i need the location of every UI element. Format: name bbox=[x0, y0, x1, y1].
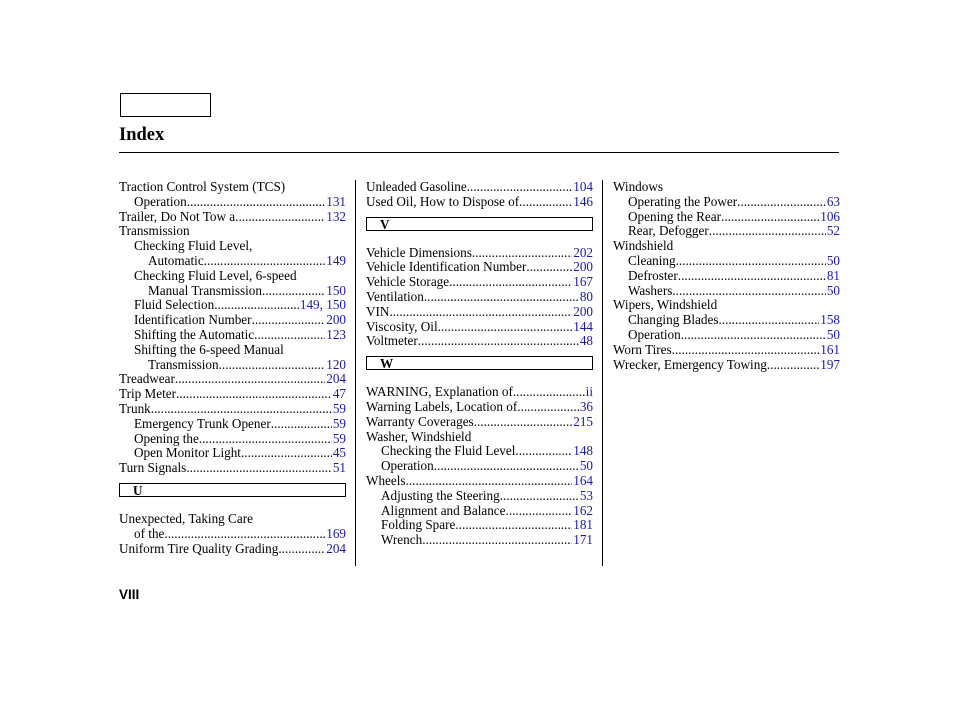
index-entry bbox=[119, 210, 346, 225]
page-link[interactable]: 200 bbox=[573, 260, 593, 275]
index-entry-text: Vehicle Identification Number bbox=[366, 260, 527, 275]
index-entry bbox=[119, 328, 346, 343]
index-entry-text: Shifting the Automatic bbox=[134, 327, 255, 342]
index-entry bbox=[366, 260, 593, 275]
dot-leader bbox=[424, 290, 579, 305]
dot-leader bbox=[214, 298, 299, 313]
index-entry bbox=[613, 269, 840, 284]
page-link[interactable]: 200 bbox=[573, 304, 593, 319]
index-entry bbox=[366, 533, 593, 548]
index-entry bbox=[613, 254, 840, 269]
page-link[interactable]: 50 bbox=[826, 327, 840, 342]
index-heading bbox=[119, 512, 346, 527]
dot-leader bbox=[262, 284, 325, 299]
spacer bbox=[366, 210, 593, 217]
index-entry bbox=[366, 246, 593, 261]
dot-leader bbox=[672, 343, 820, 358]
header-tab-box bbox=[120, 93, 211, 117]
dot-leader bbox=[513, 385, 585, 400]
index-column-3 bbox=[613, 180, 840, 372]
page-link[interactable]: 131 bbox=[326, 194, 346, 209]
page-link[interactable]: 123 bbox=[326, 327, 346, 342]
index-entry-text: Warranty Coverages bbox=[366, 414, 474, 429]
page-link[interactable]: 158 bbox=[820, 313, 840, 328]
page-link[interactable]: 215 bbox=[573, 414, 593, 429]
page-link[interactable]: 53 bbox=[579, 488, 593, 503]
index-entry-text: Folding Spare bbox=[381, 518, 456, 533]
page-link[interactable]: 51 bbox=[332, 461, 346, 476]
page-link[interactable]: 36 bbox=[579, 399, 593, 414]
index-entry-text: Trip Meter bbox=[119, 387, 177, 402]
index-heading-text: Transmission bbox=[119, 223, 190, 239]
dot-leader bbox=[438, 320, 573, 335]
index-entry-text: Cleaning bbox=[628, 253, 676, 268]
index-entry bbox=[366, 385, 593, 400]
index-entry-text: Identification Number bbox=[134, 313, 252, 328]
dot-leader bbox=[474, 415, 573, 430]
dot-leader bbox=[718, 313, 819, 328]
column-divider-2 bbox=[602, 180, 603, 566]
column-divider-1 bbox=[355, 180, 356, 566]
index-entry bbox=[119, 372, 346, 387]
page-link[interactable]: 59 bbox=[332, 431, 346, 446]
page-link[interactable]: 48 bbox=[579, 334, 593, 349]
index-entry bbox=[613, 224, 840, 239]
index-entry bbox=[366, 290, 593, 305]
dot-leader bbox=[406, 474, 573, 489]
page-link[interactable]: 63 bbox=[826, 194, 840, 209]
index-entry-text: Opening the Rear bbox=[628, 209, 722, 224]
index-entry bbox=[366, 489, 593, 504]
index-entry bbox=[613, 284, 840, 299]
page-link[interactable]: 50 bbox=[579, 459, 593, 474]
index-entry-text: Operating the Power bbox=[628, 194, 738, 209]
section-letter: U bbox=[133, 482, 143, 498]
index-entry-text: Transmission bbox=[148, 357, 219, 372]
page-link[interactable]: 197 bbox=[820, 357, 840, 372]
index-entry-text: Vehicle Storage bbox=[366, 275, 450, 290]
index-entry-text: Operation bbox=[134, 194, 187, 209]
index-entry-text: Trailer, Do Not Tow a bbox=[119, 209, 236, 224]
index-entry-text: Adjusting the Steering bbox=[381, 488, 500, 503]
page-link[interactable]: 202 bbox=[573, 245, 593, 260]
index-heading-text: Shifting the 6-speed Manual bbox=[134, 341, 284, 357]
page-link[interactable]: 50 bbox=[826, 253, 840, 268]
index-entry-text: Changing Blades bbox=[628, 313, 719, 328]
index-heading-text: Checking Fluid Level, bbox=[134, 238, 253, 254]
index-entry bbox=[119, 313, 346, 328]
dot-leader bbox=[176, 387, 332, 402]
page-link[interactable]: 120 bbox=[326, 357, 346, 372]
title-divider bbox=[119, 152, 839, 153]
dot-leader bbox=[241, 446, 332, 461]
index-entry bbox=[119, 432, 346, 447]
page-link[interactable]: 161 bbox=[820, 342, 840, 357]
page-link[interactable]: 132 bbox=[326, 209, 346, 224]
index-entry bbox=[613, 313, 840, 328]
index-entry bbox=[119, 358, 346, 373]
page-link[interactable]: 148 bbox=[573, 444, 593, 459]
index-entry bbox=[613, 210, 840, 225]
dot-leader bbox=[515, 444, 572, 459]
spacer bbox=[366, 231, 593, 246]
page-link[interactable]: 149, 150 bbox=[299, 298, 346, 313]
dot-leader bbox=[187, 195, 325, 210]
dot-leader bbox=[517, 400, 579, 415]
dot-leader bbox=[767, 358, 819, 373]
page-link[interactable]: 181 bbox=[573, 518, 593, 533]
index-entry-text: Trunk bbox=[119, 401, 151, 416]
page-title: Index bbox=[119, 125, 165, 145]
index-entry-text: WARNING, Explanation of bbox=[366, 385, 513, 400]
index-entry bbox=[119, 298, 346, 313]
index-entry-text: Wrecker, Emergency Towing bbox=[613, 357, 767, 372]
index-entry-text: Voltmeter bbox=[366, 334, 418, 349]
index-entry bbox=[613, 195, 840, 210]
index-entry-text: Washers bbox=[628, 283, 673, 298]
section-letter-box bbox=[366, 356, 593, 370]
page-link[interactable]: 81 bbox=[826, 268, 840, 283]
dot-leader bbox=[418, 334, 579, 349]
page-link[interactable]: 204 bbox=[326, 541, 346, 556]
dot-leader bbox=[519, 195, 572, 210]
page-link[interactable]: 80 bbox=[579, 289, 593, 304]
index-heading bbox=[613, 180, 840, 195]
index-heading bbox=[119, 269, 346, 284]
spacer bbox=[119, 497, 346, 512]
spacer bbox=[119, 476, 346, 483]
index-entry bbox=[119, 446, 346, 461]
page-link[interactable]: 169 bbox=[326, 526, 346, 541]
index-entry bbox=[366, 415, 593, 430]
page-link[interactable]: 167 bbox=[573, 275, 593, 290]
index-entry bbox=[119, 527, 346, 542]
page-number: VIII bbox=[119, 587, 140, 602]
dot-leader bbox=[151, 402, 332, 417]
dot-leader bbox=[199, 432, 332, 447]
index-heading-text: Windows bbox=[613, 179, 664, 194]
index-entry-text: Treadwear bbox=[119, 372, 175, 387]
index-entry-text: Checking the Fluid Level bbox=[381, 444, 516, 459]
index-entry-text: Wrench bbox=[381, 533, 423, 548]
dot-leader bbox=[422, 533, 572, 548]
index-entry bbox=[119, 542, 346, 557]
page-link[interactable]: 204 bbox=[326, 372, 346, 387]
dot-leader bbox=[434, 459, 579, 474]
index-entry bbox=[366, 334, 593, 349]
page-link[interactable]: 52 bbox=[826, 224, 840, 239]
index-heading bbox=[119, 224, 346, 239]
index-entry bbox=[366, 444, 593, 459]
dot-leader bbox=[721, 210, 819, 225]
page-link[interactable]: 106 bbox=[820, 209, 840, 224]
index-entry bbox=[366, 275, 593, 290]
page-link[interactable]: 146 bbox=[573, 194, 593, 209]
dot-leader bbox=[472, 246, 572, 261]
index-entry bbox=[366, 400, 593, 415]
index-entry bbox=[613, 358, 840, 373]
page-link[interactable]: 144 bbox=[573, 319, 593, 334]
dot-leader bbox=[737, 195, 826, 210]
index-entry bbox=[366, 474, 593, 489]
index-entry bbox=[119, 195, 346, 210]
dot-leader bbox=[455, 518, 572, 533]
section-letter-box bbox=[119, 483, 346, 497]
index-entry-text: of the bbox=[134, 526, 165, 541]
spacer bbox=[366, 349, 593, 356]
index-entry-text: Uniform Tire Quality Grading bbox=[119, 541, 279, 556]
page-link[interactable]: 150 bbox=[326, 283, 346, 298]
dot-leader bbox=[672, 284, 825, 299]
index-entry-text: Wheels bbox=[366, 473, 406, 488]
dot-leader bbox=[235, 210, 325, 225]
index-entry bbox=[119, 402, 346, 417]
index-entry bbox=[613, 343, 840, 358]
page-link[interactable]: 45 bbox=[332, 446, 346, 461]
index-entry bbox=[119, 254, 346, 269]
dot-leader bbox=[681, 328, 826, 343]
section-letter: W bbox=[380, 356, 394, 372]
page-link[interactable]: ii bbox=[585, 385, 593, 400]
dot-leader bbox=[204, 254, 326, 269]
dot-leader bbox=[449, 275, 572, 290]
index-entry-text: Used Oil, How to Dispose of bbox=[366, 194, 520, 209]
index-entry-text: Worn Tires bbox=[613, 342, 672, 357]
page-link[interactable]: 59 bbox=[332, 416, 346, 431]
index-entry-text: Rear, Defogger bbox=[628, 224, 709, 239]
index-entry bbox=[366, 195, 593, 210]
index-entry-text: Defroster bbox=[628, 268, 678, 283]
page-link[interactable]: 171 bbox=[573, 533, 593, 548]
index-entry-text: Viscosity, Oil bbox=[366, 319, 438, 334]
index-entry-text: Opening the bbox=[134, 431, 199, 446]
dot-leader bbox=[252, 313, 326, 328]
dot-leader bbox=[219, 358, 326, 373]
dot-leader bbox=[678, 269, 826, 284]
index-entry bbox=[366, 320, 593, 335]
index-entry-text: VIN bbox=[366, 304, 390, 319]
index-entry-text: Vehicle Dimensions bbox=[366, 245, 472, 260]
index-entry bbox=[119, 284, 346, 299]
index-heading bbox=[119, 239, 346, 254]
index-entry-text: Automatic bbox=[148, 253, 204, 268]
index-heading-text: Wipers, Windshield bbox=[613, 297, 718, 313]
index-entry-text: Fluid Selection bbox=[134, 298, 215, 313]
index-entry-text: Ventilation bbox=[366, 289, 424, 304]
index-entry-text: Turn Signals bbox=[119, 461, 187, 476]
index-entry-text: Manual Transmission bbox=[148, 283, 262, 298]
index-entry bbox=[119, 461, 346, 476]
index-column-2 bbox=[366, 180, 593, 548]
page-link[interactable]: 47 bbox=[332, 387, 346, 402]
dot-leader bbox=[389, 305, 572, 320]
page-link[interactable]: 149 bbox=[326, 253, 346, 268]
index-entry-text: Warning Labels, Location of bbox=[366, 399, 518, 414]
index-entry-text: Operation bbox=[628, 327, 681, 342]
index-entry bbox=[366, 305, 593, 320]
dot-leader bbox=[164, 527, 325, 542]
index-column-1 bbox=[119, 180, 346, 556]
index-heading-text: Traction Control System (TCS) bbox=[119, 179, 286, 194]
section-letter: V bbox=[380, 216, 390, 232]
index-heading bbox=[613, 239, 840, 254]
index-entry-text: Open Monitor Light bbox=[134, 446, 241, 461]
index-heading-text: Unexpected, Taking Care bbox=[119, 510, 253, 526]
index-entry-text: Unleaded Gasoline bbox=[366, 180, 467, 194]
dot-leader bbox=[271, 417, 332, 432]
index-heading-text: Checking Fluid Level, 6-speed bbox=[134, 267, 297, 283]
page-link[interactable]: 164 bbox=[573, 473, 593, 488]
dot-leader bbox=[467, 180, 573, 195]
index-heading bbox=[366, 430, 593, 445]
spacer bbox=[366, 370, 593, 385]
page-link[interactable]: 59 bbox=[332, 401, 346, 416]
index-heading bbox=[119, 343, 346, 358]
index-heading bbox=[613, 298, 840, 313]
page-link[interactable]: 104 bbox=[573, 180, 593, 194]
index-entry-text: Emergency Trunk Opener bbox=[134, 416, 271, 431]
dot-leader bbox=[254, 328, 325, 343]
index-entry bbox=[119, 387, 346, 402]
dot-leader bbox=[676, 254, 826, 269]
index-heading-text: Washer, Windshield bbox=[366, 428, 472, 444]
index-entry bbox=[366, 518, 593, 533]
dot-leader bbox=[186, 461, 332, 476]
index-entry bbox=[613, 328, 840, 343]
dot-leader bbox=[278, 542, 325, 557]
page-link[interactable]: 200 bbox=[326, 313, 346, 328]
index-heading bbox=[119, 180, 346, 195]
index-entry bbox=[366, 459, 593, 474]
index-heading-text: Windshield bbox=[613, 238, 674, 254]
index-entry-text: Operation bbox=[381, 459, 434, 474]
index-entry-text: Alignment and Balance bbox=[381, 503, 506, 518]
dot-leader bbox=[175, 372, 325, 387]
page-link[interactable]: 50 bbox=[826, 283, 840, 298]
index-entry bbox=[366, 180, 593, 195]
index-entry bbox=[366, 504, 593, 519]
index-entry bbox=[119, 417, 346, 432]
section-letter-box bbox=[366, 217, 593, 231]
dot-leader bbox=[526, 260, 572, 275]
dot-leader bbox=[709, 224, 826, 239]
page-link[interactable]: 162 bbox=[573, 503, 593, 518]
dot-leader bbox=[506, 504, 573, 519]
dot-leader bbox=[500, 489, 579, 504]
